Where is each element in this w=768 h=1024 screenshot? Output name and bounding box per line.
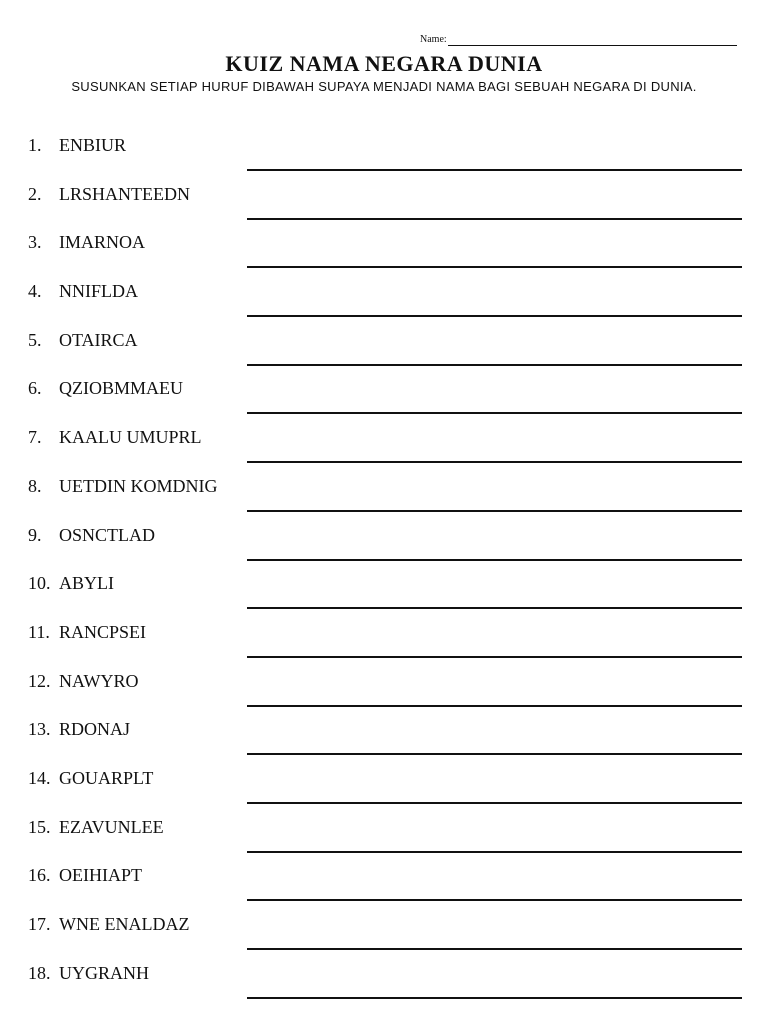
- question-number: 9.: [28, 524, 42, 545]
- scrambled-word: ABYLI: [59, 573, 114, 594]
- answer-line[interactable]: [247, 948, 742, 950]
- question-item: [28, 618, 742, 667]
- answer-line[interactable]: [247, 364, 742, 366]
- scrambled-word: OTAIRCA: [59, 329, 138, 350]
- question-item: [28, 277, 742, 326]
- answer-line[interactable]: [247, 802, 742, 804]
- answer-line[interactable]: [247, 218, 742, 220]
- scrambled-word: KAALU UMUPRL: [59, 427, 202, 448]
- question-number: 3.: [28, 232, 42, 253]
- name-label: Name:: [420, 34, 447, 45]
- scrambled-word: RANCPSEI: [59, 621, 147, 642]
- name-field: [420, 34, 737, 46]
- question-item: [28, 180, 742, 229]
- scrambled-word: OEIHIAPT: [59, 865, 142, 886]
- scrambled-word: NNIFLDA: [59, 281, 138, 302]
- question-item: [28, 374, 742, 423]
- name-blank-line[interactable]: [448, 34, 737, 46]
- answer-line[interactable]: [247, 753, 742, 755]
- scrambled-word: ENBIUR: [59, 135, 126, 155]
- question-number: 12.: [28, 670, 51, 691]
- question-number: 10.: [28, 573, 51, 594]
- question-item: [28, 131, 742, 180]
- question-number: 18.: [28, 962, 51, 983]
- answer-line[interactable]: [247, 559, 742, 561]
- answer-line[interactable]: [247, 899, 742, 901]
- scrambled-word: GOUARPLT: [59, 767, 154, 788]
- answer-line[interactable]: [247, 461, 742, 463]
- answer-line[interactable]: [247, 997, 742, 999]
- question-number: 7.: [28, 427, 42, 448]
- answer-line[interactable]: [247, 412, 742, 414]
- answer-line[interactable]: [247, 607, 742, 609]
- question-number: 4.: [28, 281, 42, 302]
- question-number: 6.: [28, 378, 42, 399]
- question-number: 1.: [28, 135, 42, 155]
- instructions: SUSUNKAN SETIAP HURUF DIBAWAH SUPAYA MENJADI NAMA BAGI SEBUAH NEGARA DI DUNIA.: [71, 79, 697, 94]
- answer-line[interactable]: [247, 510, 742, 512]
- question-number: 14.: [28, 767, 51, 788]
- question-item: [28, 472, 742, 521]
- scrambled-word: OSNCTLAD: [59, 524, 156, 545]
- page-title: KUIZ NAMA NEGARA DUNIA: [225, 51, 543, 76]
- answer-line[interactable]: [247, 169, 742, 171]
- scrambled-word: NAWYRO: [59, 670, 139, 691]
- question-item: [28, 959, 742, 1008]
- answer-line[interactable]: [247, 266, 742, 268]
- question-item: [28, 521, 742, 570]
- answer-line[interactable]: [247, 315, 742, 317]
- question-item: [28, 813, 742, 862]
- question-list: [28, 131, 742, 1007]
- question-item: [28, 569, 742, 618]
- scrambled-word: EZAVUNLEE: [59, 816, 164, 837]
- question-item: [28, 764, 742, 813]
- question-item: [28, 228, 742, 277]
- question-item: [28, 861, 742, 910]
- question-number: 13.: [28, 719, 51, 740]
- question-number: 16.: [28, 865, 51, 886]
- question-item: [28, 423, 742, 472]
- scrambled-word: UYGRANH: [59, 962, 149, 983]
- answer-line[interactable]: [247, 851, 742, 853]
- scrambled-word: LRSHANTEEDN: [59, 183, 190, 204]
- question-item: [28, 326, 742, 375]
- question-number: 15.: [28, 816, 51, 837]
- question-number: 17.: [28, 914, 51, 934]
- question-number: 2.: [28, 183, 42, 204]
- question-item: [28, 667, 742, 716]
- scrambled-word: UETDIN KOMDNIG: [59, 475, 218, 496]
- scrambled-word: WNE ENALDAZ: [59, 914, 190, 934]
- question-number: 8.: [28, 475, 42, 496]
- question-number: 5.: [28, 329, 42, 350]
- question-number: 11.: [28, 621, 50, 642]
- scrambled-word: IMARNOA: [59, 232, 146, 253]
- question-item: [28, 910, 742, 959]
- answer-line[interactable]: [247, 656, 742, 658]
- answer-line[interactable]: [247, 705, 742, 707]
- scrambled-word: QZIOBMMAEU: [59, 378, 183, 399]
- scrambled-word: RDONAJ: [59, 719, 131, 740]
- question-item: [28, 715, 742, 764]
